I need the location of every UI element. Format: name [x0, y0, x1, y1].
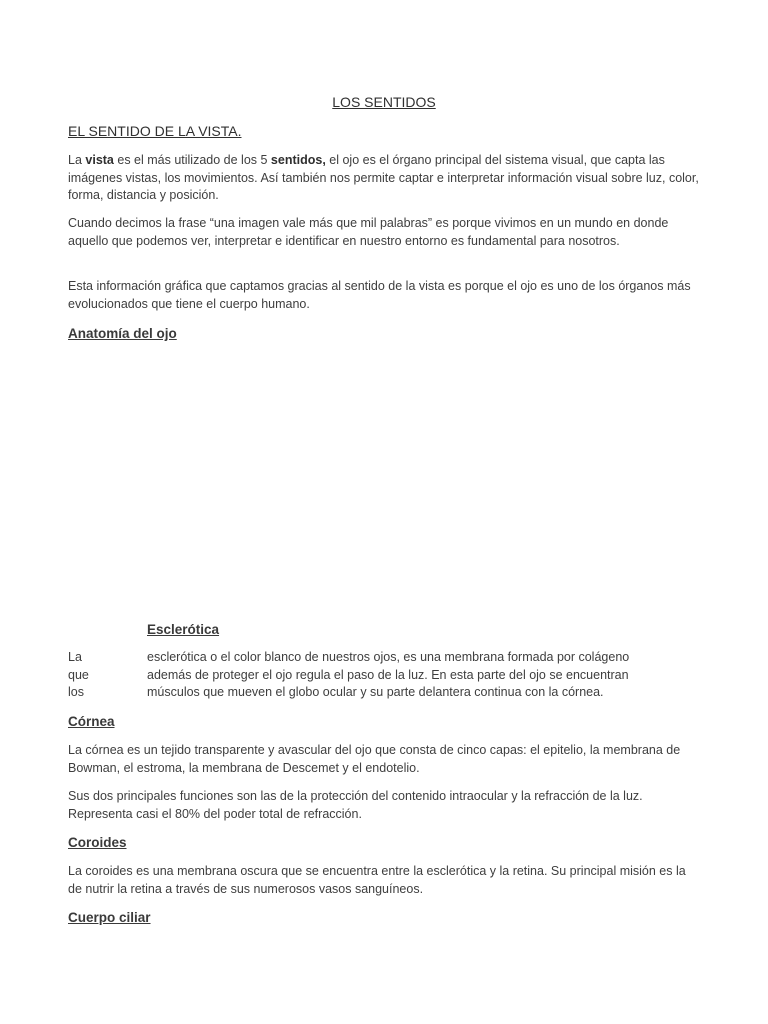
esclerotica-right-column: [147, 649, 707, 702]
intro-paragraph-2: Cuando decimos la frase “una imagen vale más que mil palabras” es porque vivimos en un mundo en donde aquello que podemos ver, interpretar e identificar en nuestro entorno es fundamental para nosotros.: [68, 216, 669, 248]
document-title: LOS SENTIDOS: [332, 94, 436, 110]
intro-text: La: [68, 153, 86, 167]
esclerotica-heading: Esclerótica: [147, 622, 220, 637]
intro-paragraph-1: [68, 152, 700, 205]
bold-term-sentidos: sentidos,: [270, 153, 326, 167]
coroides-heading: Coroides: [68, 835, 127, 850]
intro-text: el ojo es el órgano principal del sistema visual, que capta las imágenes vistas, los movimientos. Así también nos permite captar e interpretar información visual sobre luz, color, forma, distancia y posición.: [68, 153, 699, 202]
left-word: los: [68, 685, 84, 699]
bold-term-vista: vista: [85, 153, 114, 167]
section-title: EL SENTIDO DE LA VISTA.: [68, 123, 242, 139]
document-page: [68, 0, 700, 1024]
esclerotica-left-column: [68, 649, 128, 702]
cuerpo-ciliar-heading: Cuerpo ciliar: [68, 910, 151, 925]
figure-placeholder: [68, 350, 700, 610]
intro-text: es el más utilizado de los 5: [113, 153, 271, 167]
left-word: que: [68, 667, 89, 682]
intro-paragraph-3: Esta información gráfica que captamos gracias al sentido de la vista es porque el ojo es uno de los órganos más evolucionados que tiene el cuerpo humano.: [68, 279, 691, 311]
cornea-paragraph-1: La córnea es un tejido transparente y avascular del ojo que consta de cinco capas: el epitelio, la membrana de Bowman, el estroma, la membrana de Descemet y el endotelio.: [68, 743, 681, 775]
coroides-paragraph-1: La coroides es una membrana oscura que se encuentra entre la esclerótica y la retina. Su principal misión es la de nutrir la retina a través de sus numerosos vasos sanguíneos.: [68, 864, 686, 896]
left-word: La: [68, 650, 82, 664]
right-line: esclerótica o el color blanco de nuestros ojos, es una membrana formada por colágeno: [147, 650, 630, 664]
right-line: además de proteger el ojo regula el paso de la luz. En esta parte del ojo se encuentran: [147, 667, 629, 682]
cornea-heading: Córnea: [68, 714, 115, 729]
cornea-paragraph-2: Sus dos principales funciones son las de la protección del contenido intraocular y la refracción de la luz. Representa casi el 80% del poder total de refracción.: [68, 789, 643, 821]
right-line: músculos que mueven el globo ocular y su parte delantera continua con la córnea.: [147, 685, 604, 699]
anatomy-heading: Anatomía del ojo: [68, 326, 177, 341]
